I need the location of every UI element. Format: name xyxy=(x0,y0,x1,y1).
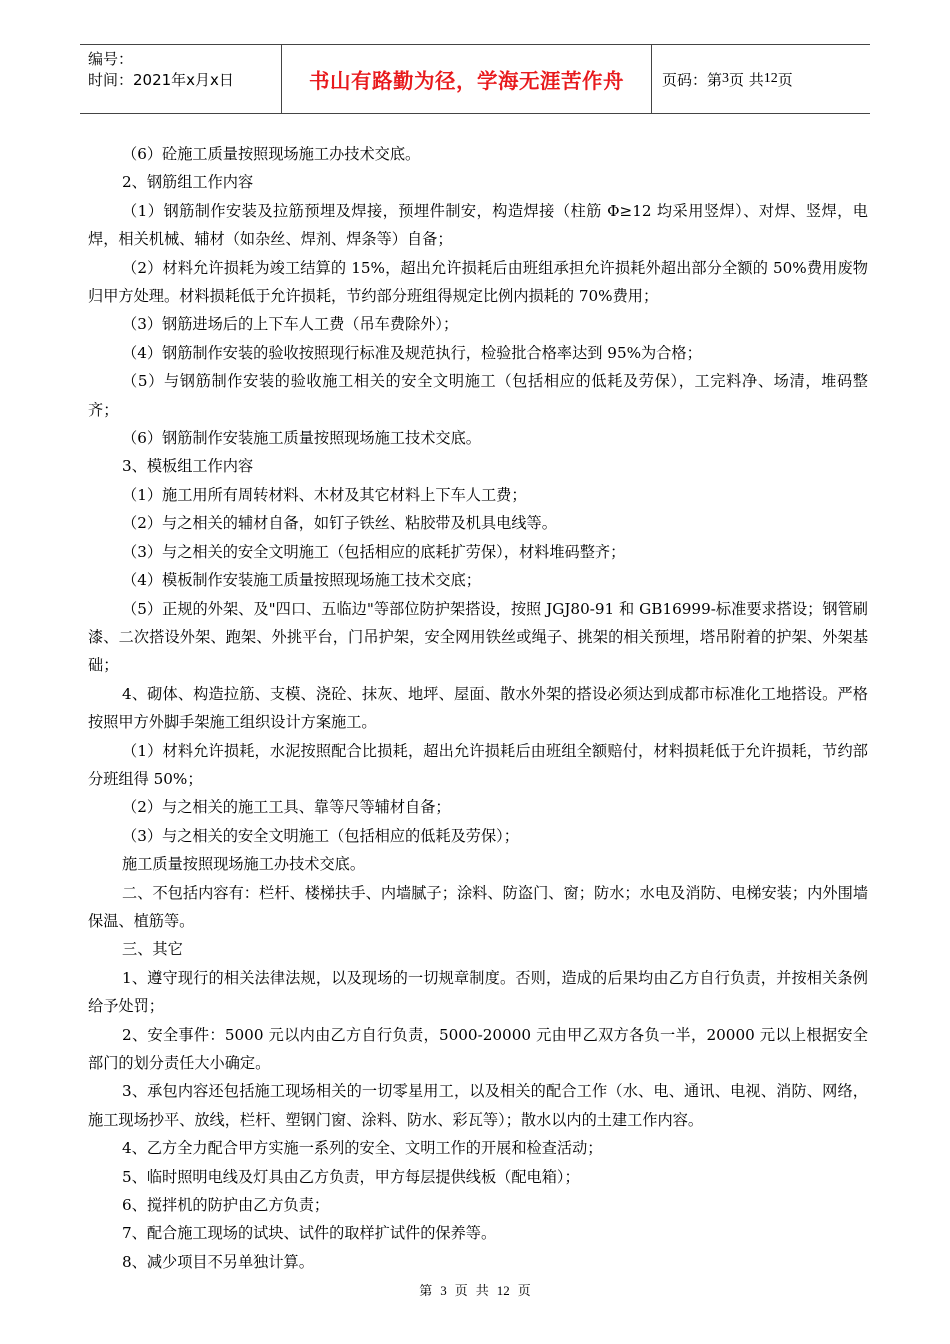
paragraph: 5、临时照明电线及灯具由乙方负责，甲方每层提供线板（配电箱）； xyxy=(122,1167,580,1186)
paragraph: 1、遵守现行的相关法律法规，以及现场的一切规章制度。否则，造成的后果均由乙方自行负责，并按相关条例给予处罚； xyxy=(88,968,868,1016)
paragraph: （2）材料允许损耗为竣工结算的 15%，超出允许损耗后由班组承担允许损耗外超出部分全额的 50%费用废物归甲方处理。材料损耗低于允许损耗，节约部分班组得规定比例内损耗的 70%费用； xyxy=(88,258,868,306)
footer-prefix: 第 xyxy=(419,1283,433,1298)
paragraph: （5）正规的外架、及"四口、五临边"等部位防护架搭设，按照 JGJ80-91 和 GB16999-标准要求搭设；钢管刷漆、二次搭设外架、跑架、外挑平台，门吊护架，安全网用铁丝或绳子、挑架的相关预埋，塔吊附着的护架、外架基础； xyxy=(88,599,868,675)
paragraph: 施工质量按照现场施工办技术交底。 xyxy=(122,855,365,874)
paragraph: 4、乙方全力配合甲方实施一系列的安全、文明工作的开展和检查活动； xyxy=(122,1139,603,1158)
paragraph: （3）与之相关的安全文明施工（包括相应的低耗及劳保）； xyxy=(122,826,519,845)
footer-total: 12 xyxy=(496,1283,510,1298)
page-current: 3 xyxy=(722,71,730,86)
paragraph: 3、承包内容还包括施工现场相关的一切零星用工，以及相关的配合工作（水、电、通讯、电视、消防、网络，施工现场抄平、放线，栏杆、塑钢门窗、涂料、防水、彩瓦等）；散水以内的土建工作内容。 xyxy=(88,1082,868,1129)
paragraph: （6）砼施工质量按照现场施工办技术交底。 xyxy=(122,145,421,163)
paragraph: （1）钢筋制作安装及拉筋预埋及焊接，预埋件制安，构造焊接（柱筋 Φ≥12 均采用竖焊）、对焊、竖焊，电焊，相关机械、辅材（如杂丝、焊剂、焊条等）自备； xyxy=(88,201,868,249)
paragraph: （3）钢筋进场后的上下车人工费（吊车费除外）； xyxy=(122,315,459,334)
paragraph: （4）钢筋制作安装的验收按照现行标准及规范执行，检验批合格率达到 95%为合格； xyxy=(122,343,702,362)
header-page-number xyxy=(652,45,870,113)
paragraph: （1）施工用所有周转材料、木材及其它材料上下车人工费； xyxy=(122,485,527,504)
page-prefix: 页码：第 xyxy=(662,70,723,89)
paragraph: （4）模板制作安装施工质量按照现场施工技术交底； xyxy=(122,571,481,590)
paragraph: 2、钢筋组工作内容 xyxy=(122,173,254,192)
paragraph: 3、模板组工作内容 xyxy=(122,457,254,476)
footer-mid2: 共 xyxy=(475,1283,489,1298)
paragraph: 8、减少项目不另单独计算。 xyxy=(122,1252,314,1271)
page-footer xyxy=(0,1280,950,1299)
header-motto: 书山有路勤为径，学海无涯苦作舟 xyxy=(282,45,652,113)
paragraph: 7、配合施工现场的试块、试件的取样扩试件的保养等。 xyxy=(122,1224,497,1243)
footer-mid1: 页 xyxy=(454,1283,468,1298)
paragraph: （2）与之相关的施工工具、靠等尺等辅材自备； xyxy=(122,798,451,817)
paragraph: 三、其它 xyxy=(122,940,183,959)
page-total: 12 xyxy=(763,71,778,86)
page-suffix: 页 xyxy=(777,70,793,89)
paragraph: 6、搅拌机的防护由乙方负责； xyxy=(122,1196,330,1215)
document-header xyxy=(80,44,870,114)
paragraph: 2、安全事件：5000 元以内由乙方自行负责，5000-20000 元由甲乙双方各负一半，20000 元以上根据安全部门的划分责任大小确定。 xyxy=(88,1025,868,1072)
paragraph: （2）与之相关的辅材自备，如钉子铁丝、粘胶带及机具电线等。 xyxy=(122,514,557,533)
code-label: 编号： xyxy=(88,50,134,68)
paragraph: （6）钢筋制作安装施工质量按照现场施工技术交底。 xyxy=(122,429,481,448)
paragraph: 4、砌体、构造拉筋、支模、浇砼、抹灰、地坪、屋面、散水外架的搭设必须达到成都市标准化工地搭设。严格按照甲方外脚手架施工组织设计方案施工。 xyxy=(88,684,868,732)
paragraph: （5）与钢筋制作安装的验收施工相关的安全文明施工（包括相应的低耗及劳保），工完料净、场清，堆码整齐； xyxy=(88,372,868,419)
header-meta xyxy=(80,45,282,113)
paragraph: （3）与之相关的安全文明施工（包括相应的底耗扩劳保），材料堆码整齐； xyxy=(122,542,626,561)
date-label: 时间：2021年x月x日 xyxy=(88,71,234,89)
page-mid: 页 共 xyxy=(729,70,764,89)
paragraph: 二、不包括内容有：栏杆、楼梯扶手、内墙腻子；涂料、防盗门、窗；防水；水电及消防、电梯安装；内外围墙保温、植筋等。 xyxy=(88,883,868,930)
paragraph: （1）材料允许损耗，水泥按照配合比损耗，超出允许损耗后由班组全额赔付，材料损耗低于允许损耗，节约部分班组得 50%； xyxy=(88,741,868,788)
footer-suffix: 页 xyxy=(517,1283,531,1298)
document-body xyxy=(88,140,868,1276)
footer-current: 3 xyxy=(440,1283,447,1298)
